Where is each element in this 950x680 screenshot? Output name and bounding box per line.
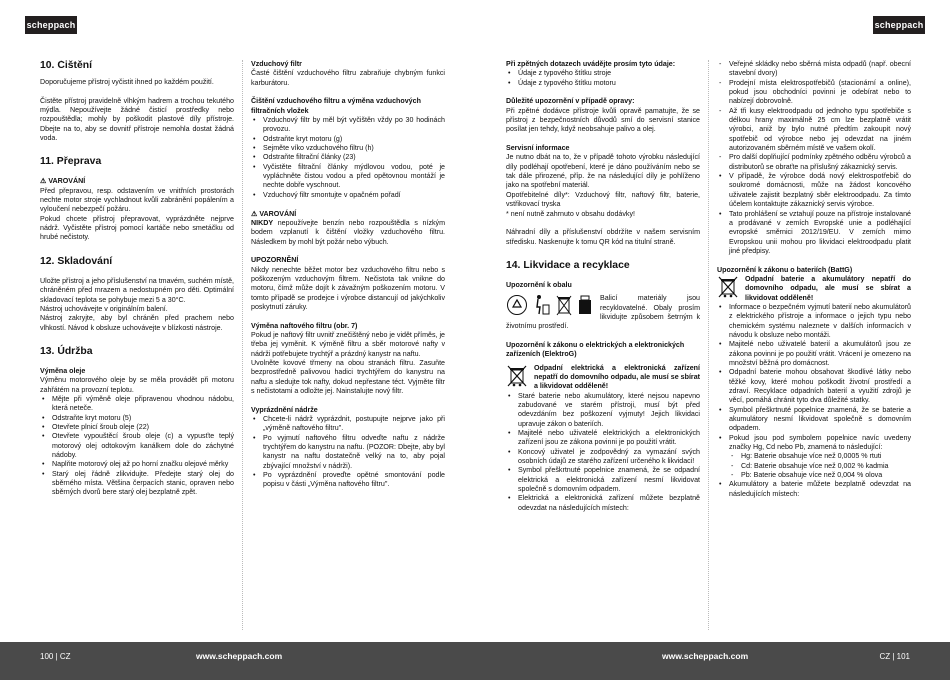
recycle-icon <box>506 294 528 316</box>
storage-paragraph-2: Nástroj uchovávejte v originálním balení. <box>40 304 168 313</box>
tank-drain-list <box>251 415 445 490</box>
section-10-title: 10. Čištění <box>40 60 92 71</box>
repair-heading: Důležité upozornění v případě opravy: <box>506 97 635 106</box>
air-filter-heading: Vzduchový filtr <box>251 60 302 68</box>
list-item: • Majitelé nebo uživatelé elektrických a elektronických zařízení jsou ze zákona povinni je po použití vrátit. <box>506 429 700 448</box>
trash-person-icon <box>534 294 550 316</box>
list-item: • Mějte při výměně oleje připravenou vhodnou nádobu, která neteče. <box>40 395 234 414</box>
service-paragraph-3: * není nutně zahrnuto v obsahu dodávky! <box>506 209 635 218</box>
crossed-bin-icon <box>556 294 572 316</box>
scheppach-logo-right: scheppach <box>873 16 925 34</box>
list-item: • Starý olej řádně zlikvidujte. Předejte starý olej do sběrného místa. Většina čerpacích stanic, opraven nebo sběrných dvorů bere starý olej bezplatně zpět. <box>40 470 234 498</box>
list-item: - Cd: Baterie obsahuje více než 0,002 % kadmia <box>729 462 911 471</box>
list-item: • Otevřete plnicí šroub oleje (22) <box>40 423 234 432</box>
list-item: • Elektrická a elektronická zařízení můžete bezplatně odevzdat na následujících místech: <box>506 494 700 513</box>
battg-last-list <box>717 480 911 499</box>
list-item: • Vzduchový filtr smontujte v opačném pořadí <box>251 191 445 200</box>
list-item: - Až tři kusy elektroodpadu od jednoho typu spotřebiče s délkou hrany maximálně 25 cm lze bezplatně vrátit výrobci, aniž by bylo nutné předtím zakoupit nový spotřebič od výrobce nebo jej odevzdat na jiném autorizovaném sběrném místě ve vašem okolí. <box>717 107 911 154</box>
list-item: - Prodejní místa elektrospotřebičů (stacionární a online), pokud jsou obchodníci povinni je odebírat nebo to nabízejí dobrovolně. <box>717 79 911 107</box>
column-2 <box>251 60 445 620</box>
list-item: • Pokud jsou pod symbolem popelnice navíc uvedeny značky Hg, Cd nebo Pb, znamená to následující: <box>717 434 911 453</box>
list-item: • Odstraňte filtrační články (23) <box>251 153 445 162</box>
tank-drain-heading: Vyprázdnění nádrže <box>251 405 318 414</box>
list-item: • Odstraňte kryt motoru (g) <box>251 135 445 144</box>
list-item: • Odpadní baterie mohou obsahovat škodlivé látky nebo těžké kovy, které mohou poškodit životní prostředí a zdraví. Recyklace odpadních baterií a využití zdrojů je věcí, pomáhá chránit tyto dva důležité statky. <box>717 368 911 405</box>
list-item: • Vzduchový filtr by měl být vyčištěn vždy po 30 hodinách provozu. <box>251 116 445 135</box>
header-bar <box>0 0 950 40</box>
service-paragraph-4: Náhradní díly a příslušenství obdržíte v našem servisním středisku. Naskenujte k tomu QR kód na titulní straně. <box>506 228 700 246</box>
oil-change-paragraph: Výměnu motorového oleje by se měla provádět při motoru zahřátém na provozní teplotu. <box>40 376 234 394</box>
column-separator <box>708 60 709 630</box>
repair-paragraph: Při zpětné dodávce přístroje kvůli opravě pamatujte, že se přístroj z bezpečnostních důvodů smí do servisní stanice posílat jen tehdy, když neobsahuje palivo a olej. <box>506 106 700 134</box>
page-number-right: CZ | 101 <box>879 652 910 661</box>
column-3 <box>506 60 700 620</box>
list-item: • Tato prohlášení se vztahují pouze na přístroje instalované a prodávané v zemích Evropské unie a podléhající evropské směrnici 2012/19/EU. V zemích mimo Evropskou unii mohou pro likvidaci elektroodpadu platit jiné předpisy. <box>717 210 911 257</box>
cardboard-icon <box>578 294 592 316</box>
transport-paragraph-2: Pokud chcete přístroj přepravovat, vyprázdněte nejprve nádrž. Vyčistěte přístroj pomocí kartáče nebo smetáčku od hrubé nečistoty. <box>40 214 234 242</box>
elektrog-list <box>506 392 700 513</box>
storage-paragraph-3: Nástroj zakryjte, aby byl chráněn před prachem nebo vlhkostí. Návod k obsluze uchovávejte v blízkosti nástroje. <box>40 314 234 332</box>
crossed-bin-icon <box>506 364 528 388</box>
packaging-paragraph: Balicí materiály jsou recyklovatelné. Obaly prosím likvidujte způsobem šetrným k životnímu prostředí. <box>506 294 700 331</box>
list-item: • Symbol přeškrtnuté popelnice znamená, že se baterie a akumulátory nesmí likvidovat společně s domovním odpadem. <box>717 406 911 434</box>
warning-heading: ⚠ VAROVÁNÍ <box>40 177 86 186</box>
list-item: • Sejměte víko vzduchového filtru (h) <box>251 144 445 153</box>
air-filter-cleaning-heading: Čištění vzduchového filtru a výměna vzduchových filtračních vložek <box>251 97 421 115</box>
list-item: • Po vyjmutí naftového filtru odveďte naftu z nádrže trychtýřem do kanystru na naftu. (POZOR: Dbejte, aby byl kanystr na naftu dostatečně velký na to, aby pojal zbývající množství v nádrži). <box>251 434 445 471</box>
service-paragraph-2: Opotřebitelné díly*: Vzduchový filtr, naftový filtr, baterie, vstřikovací tryska <box>506 190 700 209</box>
list-item: • Majitelé nebo uživatelé baterií a akumulátorů jsou ze zákona povinni je po použití vrátit. Vrácení je omezeno na množství běžná pro domácnost. <box>717 340 911 368</box>
list-item: - Pb: Baterie obsahuje více než 0,004 % olova <box>729 471 911 480</box>
list-item: • Chcete-li nádrž vyprázdnit, postupujte nejprve jako při „výměně naftového filtru". <box>251 415 445 434</box>
transport-paragraph-1: Před přepravou, resp. odstavením ve vnitřních prostorách nechte motor stroje vychladnout kvůli zabránění popálením a vyloučení nebezpečí požáru. <box>40 186 234 214</box>
notice-paragraph: Nikdy nenechte běžet motor bez vzduchového filtru nebo s poškozeným vzduchovým filtrem. Nečistota tak vnikne do motoru, čímž může dojít k závažným poškozením motoru. V tomto případě se prodejce i výrobce distancují od jakýchkoliv poskytnutí záruky. <box>251 265 445 311</box>
fuel-filter-paragraph-2: Uvolněte kovové třmeny na obou stranách filtru. Zasuňte bezprostředně palivovou hadici trychtýřem do kanystru na naftu a sledujte tok nafty, dokud nepřestane téct. Vyjměte filtr s nečistotami a odložte jej. Nainstalujte nový filtr. <box>251 359 445 396</box>
packaging-icons <box>506 294 592 316</box>
list-item: • Odstraňte kryt motoru (5) <box>40 414 234 423</box>
list-item: - Hg: Baterie obsahuje více než 0,0005 % rtuti <box>729 452 911 461</box>
cleaning-paragraph-2: Čistěte přístroj pravidelně vlhkým hadrem a trochou tekutého mýdla. Nepoužívejte žádné čisticí prostředky nebo rozpouštědla; mohly by poškodit plastové díly přístroje. Dbejte na to, aby se dovnitř přístroje nemohla dostat žádná voda. <box>40 96 234 143</box>
list-item: • Naplňte motorový olej až po horní značku olejové měrky <box>40 460 234 469</box>
list-item: • Symbol přeškrtnuté popelnice znamená, že se odpadní elektrická a elektronická zařízení nesmí likvidovat společně s domovním odpadem. <box>506 466 700 494</box>
storage-paragraph-1: Uložte přístroj a jeho příslušenství na tmavém, suchém místě, chráněném před mrazem a nedostupném pro děti. Optimální skladovací teplota se pohybuje mezi 5 a 30°C. <box>40 276 234 304</box>
inquiry-list <box>506 69 700 88</box>
list-item: • Údaje z typového štítku motoru <box>506 79 700 88</box>
page-number-left: 100 | CZ <box>40 652 71 661</box>
warning-paragraph <box>251 219 445 247</box>
list-item: - Pro další doplňující podmínky zpětného odběru výrobců a distributorů se obraťte na příslušný zákaznický servis. <box>717 153 911 172</box>
elektrog-more-list <box>717 172 911 256</box>
list-item: - Veřejné skládky nebo sběrná místa odpadů (např. obecní stavební dvory) <box>717 60 911 79</box>
list-item: • Staré baterie nebo akumulátory, které nejsou napevno zabudované ve starém přístroji, musí být před odevzdáním bez poškození vyjmuty! Jejich likvidaci upravuje zákon o bateriích. <box>506 392 700 429</box>
warning-heading: ⚠ VAROVÁNÍ <box>251 209 297 218</box>
website-right: www.scheppach.com <box>662 651 749 661</box>
air-filter-paragraph: Časté čištění vzduchového filtru zabraňuje chybným funkci karburátoru. <box>251 69 445 87</box>
battg-list <box>717 303 911 453</box>
notice-heading: UPOZORNĚNÍ <box>251 256 299 265</box>
warning-never: NIKDY <box>251 218 274 227</box>
list-item: • Informace o bezpečném vyjmutí baterií nebo akumulátorů z elektrického přístroje a informace o jejich typu nebo chemickém systému naleznete v dalších informacích v návodu k obsluze nebo montáži. <box>717 303 911 340</box>
list-item: • V případě, že výrobce dodá nový elektrospotřebič do soukromé domácnosti, může na žádost koncového uživatele zajistit bezplatný sběr elektroodpadu. Za tímto účelem kontaktujte zákaznický servis výrobce. <box>717 172 911 209</box>
column-1 <box>40 60 234 620</box>
list-item: • Akumulátory a baterie můžete bezplatně odevzdat na následujících místech: <box>717 480 911 499</box>
packaging-heading: Upozornění k obalu <box>506 280 572 289</box>
service-heading: Servisní informace <box>506 144 570 153</box>
air-filter-list <box>251 116 445 200</box>
battg-heading: Upozornění k zákonu o bateriích (BattG) <box>717 265 853 274</box>
section-13-title: 13. Údržba <box>40 345 93 357</box>
website-left: www.scheppach.com <box>196 651 283 661</box>
list-item: • Vyčistěte filtrační články mýdlovou vodou, poté je vypláchněte čistou vodou a před opětovnou montáží je nechte dobře vyschnout. <box>251 163 445 191</box>
list-item: • Koncový uživatel je zodpovědný za vymazání svých osobních údajů ze starého zařízení určeného k likvidaci! <box>506 448 700 467</box>
section-12-title: 12. Skladování <box>40 255 113 267</box>
oil-change-heading: Výměna oleje <box>40 366 86 375</box>
column-separator <box>242 60 243 630</box>
elektrog-heading: Upozornění k zákonu o elektrických a elektronických zařízeních (ElektroG) <box>506 340 685 359</box>
elektrog-bold-notice: Odpadní elektrická a elektronická zařízení nepatří do domovního odpadu, ale musí se sbírat a likvidovat odděleně! <box>534 363 700 391</box>
inquiry-heading: Při zpětných dotazech uvádějte prosím tyto údaje: <box>506 60 676 68</box>
scheppach-logo-left: scheppach <box>25 16 77 34</box>
crossed-bin-icon <box>717 275 739 299</box>
battg-bold-notice: Odpadní baterie a akumulátory nepatří do domovního odpadu, ale musí se sbírat a likvidovat odděleně! <box>745 274 911 302</box>
column-4 <box>717 60 911 620</box>
fuel-filter-paragraph-1: Pokud je naftový filtr uvnitř znečištěný nebo je vidět příměs, je třeba jej vyměnit. K výměně filtru a sběr motorové nafty v nádrži potřebujete trychtýř a prázdný kanystr na naftu. <box>251 330 445 358</box>
list-item: • Po vyprázdnění proveďte opětné smontování podle popisu v části „Výměna naftového filtru". <box>251 471 445 490</box>
list-item: • Údaje z typového štítku stroje <box>506 69 700 78</box>
fuel-filter-heading: Výměna naftového filtru (obr. 7) <box>251 321 358 330</box>
list-item: • Otevřete vypouštěcí šroub oleje (c) a vypusťte teplý motorový olej odtokovým kanálkem dole do záchytné nádoby. <box>40 432 234 460</box>
section-14-title: 14. Likvidace a recyklace <box>506 259 630 271</box>
return-places-list <box>717 60 911 172</box>
section-11-title: 11. Přeprava <box>40 156 102 168</box>
footer-bar <box>0 642 950 680</box>
heavy-metals-list <box>717 452 911 480</box>
cleaning-paragraph-1: Doporučujeme přístroj vyčistit ihned po každém použití. <box>40 78 214 86</box>
warning-text: nepoužívejte benzín nebo rozpouštědla s nízkým bodem vzplanutí k čištění vložky vzduchového filtru. Následkem by mohl být požár nebo výbuch. <box>251 218 445 246</box>
service-paragraph-1: Je nutno dbát na to, že v případě tohoto výrobku následující díly podléhají opotřebení, které je dáno používáním nebo se tak dále přirozené, příp. že na následující díly je pohlíženo jako na spotřební materiál. <box>506 153 700 190</box>
oil-change-list <box>40 395 234 498</box>
